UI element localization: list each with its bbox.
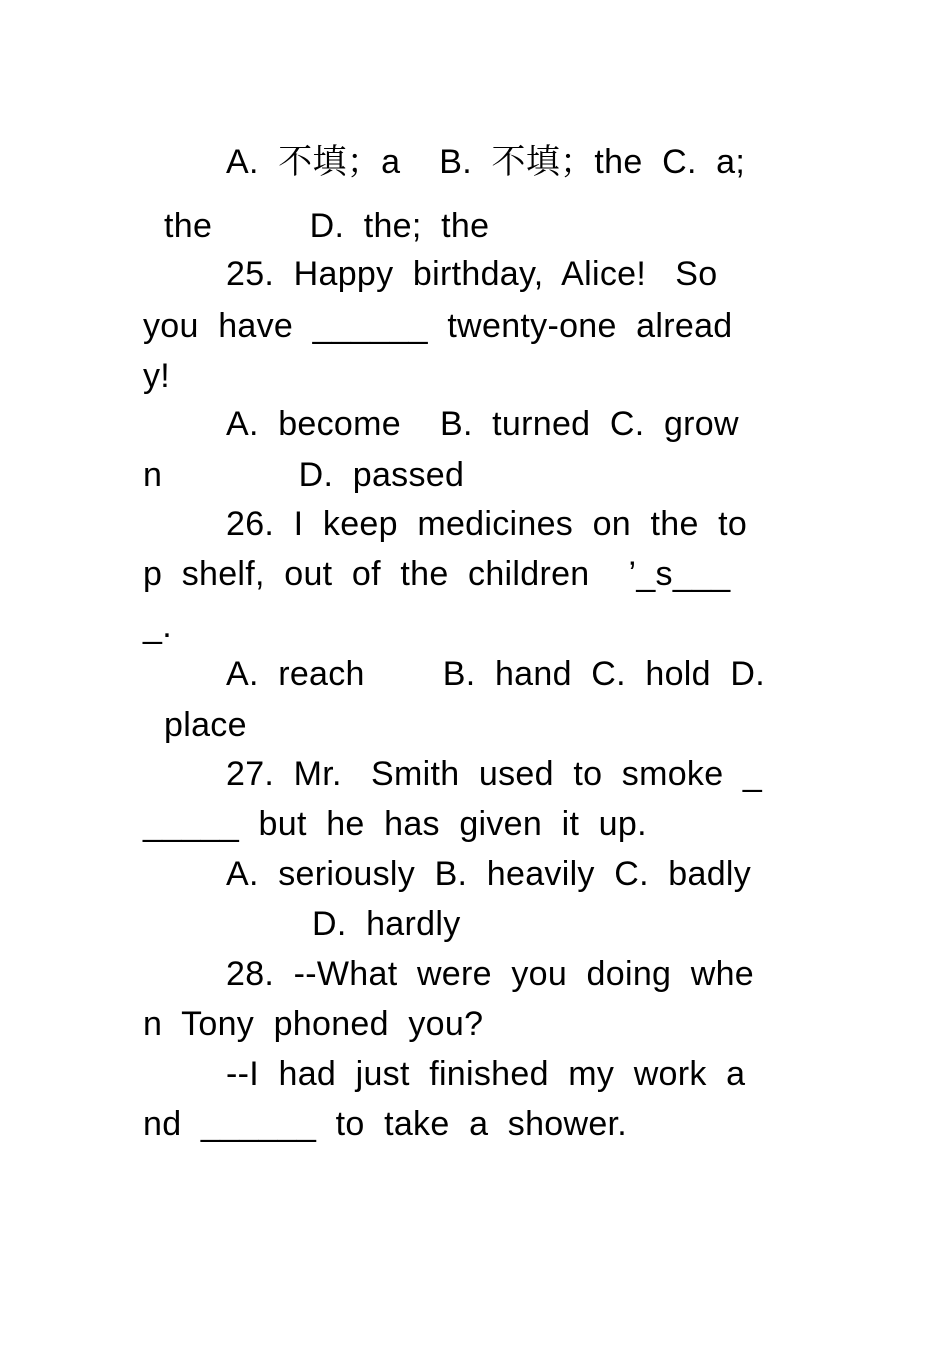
q25-stem-line-3: y!: [143, 357, 171, 395]
q28-stem-line-2: n Tony phoned you?: [143, 1005, 484, 1043]
q26-stem-line-2: p shelf, out of the children ’_s___: [143, 555, 731, 593]
q28-stem-line-1: 28. --What were you doing whe: [226, 955, 755, 993]
q27-stem-line-2: _____ but he has given it up.: [143, 805, 647, 843]
q24-options-line-1: A. 不填；a B. 不填；the C. a;: [226, 143, 746, 181]
q28-stem-line-3: --I had just finished my work a: [226, 1055, 746, 1093]
q25-options-line-1: A. become B. turned C. grow: [226, 405, 739, 443]
q25-stem-line-1: 25. Happy birthday, Alice! So: [226, 255, 718, 293]
q25-options-line-2: n D. passed: [143, 456, 465, 494]
q25-stem-line-2: you have ______ twenty-one alread: [143, 307, 733, 345]
q28-stem-line-4: nd ______ to take a shower.: [143, 1105, 628, 1143]
q24-options-line-2: the D. the; the: [164, 207, 490, 245]
q27-options-line-2: D. hardly: [312, 905, 461, 943]
q26-stem-line-3: _.: [143, 607, 172, 645]
q26-stem-line-1: 26. I keep medicines on the to: [226, 505, 748, 543]
q26-options-line-2: place: [164, 706, 247, 744]
q27-stem-line-1: 27. Mr. Smith used to smoke _: [226, 755, 763, 793]
q26-options-line-1: A. reach B. hand C. hold D.: [226, 655, 765, 693]
q27-options-line-1: A. seriously B. heavily C. badly: [226, 855, 752, 893]
